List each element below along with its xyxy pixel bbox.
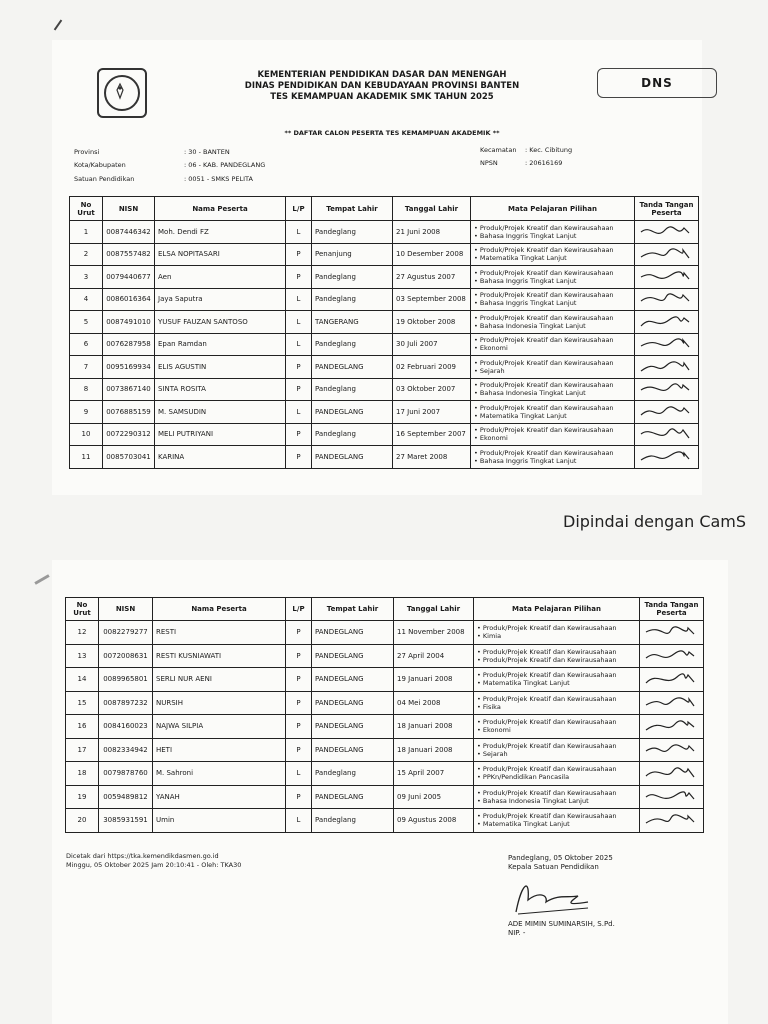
cell-nama: SERLI NUR AENI [153,668,286,692]
table-row [70,311,699,334]
cell-mata-pelajaran [474,715,640,739]
participant-signature [635,333,699,356]
participant-signature [635,423,699,446]
cell-tanggal: 21 Juni 2008 [393,221,471,244]
cell-nama: Jaya Saputra [155,288,286,311]
cell-mata-pelajaran [471,333,635,356]
cell-mata-pelajaran [474,738,640,762]
cell-tanggal: 18 Januari 2008 [394,715,474,739]
cell-nama: Umin [153,809,286,833]
table-row [70,401,699,424]
meta-provinsi [74,148,230,156]
participant-signature [635,356,699,379]
cell-nisn: 0082334942 [99,738,153,762]
cell-tempat: PANDEGLANG [312,738,394,762]
signer-role: Kepala Satuan Pendidikan [508,863,599,871]
cell-mata-pelajaran [474,621,640,645]
cell-tempat: PANDEGLANG [312,785,394,809]
column-header-mapel: Mata Pelajaran Pilihan [474,598,640,621]
header-line: DINAS PENDIDIKAN DAN KEBUDAYAAN PROVINSI BANTEN [244,81,520,91]
cell-mata-pelajaran [471,311,635,334]
scanner-watermark: Dipindai dengan CamS [563,512,747,531]
cell-no: 10 [70,423,103,446]
cell-no: 20 [66,809,99,833]
subject-item: • Sejarah [477,749,508,758]
participant-signature [640,809,704,833]
cell-tanggal: 19 Oktober 2008 [393,311,471,334]
meta-label: Kota/Kabupaten [74,161,126,169]
cell-tanggal: 18 Januari 2008 [394,738,474,762]
table-row [70,446,699,469]
cell-tempat: PANDEGLANG [312,668,394,692]
cell-lp: P [286,621,312,645]
cell-tempat: PANDEGLANG [312,644,394,668]
cell-mata-pelajaran [471,401,635,424]
column-header-tempat: Tempat Lahir [312,197,393,221]
cell-no: 16 [66,715,99,739]
meta-satuan-pendidikan [74,175,253,183]
cell-lp: P [286,668,312,692]
column-header-ttd: Tanda Tangan Peserta [640,598,704,621]
cell-no: 11 [70,446,103,469]
subject-item: • Matematika Tingkat Lanjut [477,679,570,688]
subject-item: • Produk/Projek Kreatif dan Kewirausahaan [474,291,614,300]
cell-no: 17 [66,738,99,762]
cell-lp: P [286,785,312,809]
cell-nama: RESTI KUSNIAWATI [153,644,286,668]
cell-mata-pelajaran [471,446,635,469]
cell-nisn: 0086016364 [103,288,155,311]
subject-item: • Produk/Projek Kreatif dan Kewirausahaan [474,313,614,322]
subject-item: • Bahasa Inggris Tingkat Lanjut [474,231,577,240]
document-header [212,70,552,103]
subject-item: • Bahasa Indonesia Tingkat Lanjut [474,321,586,330]
participant-signature [635,446,699,469]
cell-nama: M. Sahroni [153,762,286,786]
table-row [70,288,699,311]
cell-nisn: 0072290312 [103,423,155,446]
subject-item: • Sejarah [474,366,505,375]
column-header-mapel: Mata Pelajaran Pilihan [471,197,635,221]
cell-nama: MELI PUTRIYANI [155,423,286,446]
cell-nama: M. SAMSUDIN [155,401,286,424]
subject-item: • Bahasa Indonesia Tingkat Lanjut [477,796,589,805]
meta-value: : 20616169 [525,159,563,167]
cell-tempat: Pandeglang [312,288,393,311]
cell-lp: P [286,378,312,401]
cell-nisn: 0085703041 [103,446,155,469]
cell-no: 13 [66,644,99,668]
cell-tanggal: 16 September 2007 [393,423,471,446]
cell-tanggal: 02 Februari 2009 [393,356,471,379]
cell-lp: L [286,762,312,786]
cell-nisn: 0059489812 [99,785,153,809]
cell-nama: YUSUF FAUZAN SANTOSO [155,311,286,334]
cell-tempat: PANDEGLANG [312,621,394,645]
cell-lp: L [286,311,312,334]
cell-lp: P [286,644,312,668]
column-header-tanggal: Tanggal Lahir [394,598,474,621]
cell-no: 7 [70,356,103,379]
cell-lp: P [286,356,312,379]
cell-mata-pelajaran [474,762,640,786]
cell-no: 1 [70,221,103,244]
subject-item: • Produk/Projek Kreatif dan Kewirausahaan [474,223,614,232]
document-page-2 [52,560,728,1024]
cell-tanggal: 15 April 2007 [394,762,474,786]
cell-tanggal: 27 Maret 2008 [393,446,471,469]
cell-tempat: Pandeglang [312,378,393,401]
participant-signature [635,243,699,266]
header-line: TES KEMAMPUAN AKADEMIK SMK TAHUN 2025 [270,92,494,102]
participant-signature [635,288,699,311]
cell-mata-pelajaran [474,809,640,833]
participant-signature [640,785,704,809]
principal-signature-block [508,854,615,938]
meta-label: NPSN [480,159,498,167]
cell-tempat: PANDEGLANG [312,715,394,739]
subject-item: • Produk/Projek Kreatif dan Kewirausahaan [474,268,614,277]
cell-nama: SINTA ROSITA [155,378,286,401]
column-header-lp: L/P [286,197,312,221]
column-header-tanggal: Tanggal Lahir [393,197,471,221]
cell-nama: KARINA [155,446,286,469]
participant-signature [635,266,699,289]
participants-table-page-1 [69,196,699,469]
cell-tanggal: 04 Mei 2008 [394,691,474,715]
cell-nisn: 0079440677 [103,266,155,289]
cell-tanggal: 30 Juli 2007 [393,333,471,356]
cell-tempat: Pandeglang [312,266,393,289]
list-title: ** DAFTAR CALON PESERTA TES KEMAMPUAN AKADEMIK ** [284,129,500,137]
pen-mark [34,574,49,585]
cell-tanggal: 09 Juni 2005 [394,785,474,809]
cell-nisn: 0087557482 [103,243,155,266]
cell-mata-pelajaran [474,691,640,715]
subject-item: • Produk/Projek Kreatif dan Kewirausahaan [477,694,617,703]
participant-signature [635,378,699,401]
meta-value: : 0051 - SMKS PELITA [184,175,253,183]
subject-item: • Produk/Projek Kreatif dan Kewirausahaan [477,741,617,750]
print-info [66,852,241,870]
cell-nisn: 0084160023 [99,715,153,739]
column-header-no: No Urut [66,598,99,621]
cell-no: 6 [70,333,103,356]
place-date: Pandeglang, 05 Oktober 2025 [508,854,613,862]
subject-item: • Produk/Projek Kreatif dan Kewirausahaan [474,403,614,412]
subject-item: • Ekonomi [474,344,508,353]
cell-tempat: PANDEGLANG [312,356,393,379]
cell-nisn: 3085931591 [99,809,153,833]
cell-nisn: 0072008631 [99,644,153,668]
cell-tanggal: 03 September 2008 [393,288,471,311]
table-row [70,423,699,446]
subject-item: • Produk/Projek Kreatif dan Kewirausahaan [477,765,617,774]
cell-nisn: 0073867140 [103,378,155,401]
cell-nisn: 0076287958 [103,333,155,356]
cell-no: 2 [70,243,103,266]
cell-no: 3 [70,266,103,289]
subject-item: • Produk/Projek Kreatif dan Kewirausahaan [477,671,617,680]
cell-lp: P [286,243,312,266]
cell-nisn: 0082279277 [99,621,153,645]
cell-lp: P [286,266,312,289]
participant-signature [640,738,704,762]
header-line: KEMENTERIAN PENDIDIKAN DASAR DAN MENENGAH [257,70,507,80]
cell-nama: YANAH [153,785,286,809]
cell-tanggal: 10 Desember 2008 [393,243,471,266]
subject-item: • Matematika Tingkat Lanjut [477,820,570,829]
meta-kota [74,161,265,169]
participant-signature [640,668,704,692]
cell-lp: L [286,288,312,311]
participants-table-page-2 [65,597,704,833]
ministry-logo [97,68,147,118]
participant-signature [635,311,699,334]
cell-lp: P [286,738,312,762]
table-header-row [70,197,699,221]
subject-item: • Produk/Projek Kreatif dan Kewirausahaan [474,381,614,390]
table-row [66,738,704,762]
cell-tanggal: 27 April 2004 [394,644,474,668]
table-row [70,378,699,401]
signer-nip: NIP. - [508,929,526,937]
cell-mata-pelajaran [471,221,635,244]
cell-no: 18 [66,762,99,786]
subject-item: • Produk/Projek Kreatif dan Kewirausahaan [477,647,617,656]
cell-tempat: Pandeglang [312,333,393,356]
cell-tempat: PANDEGLANG [312,446,393,469]
subject-item: • Produk/Projek Kreatif dan Kewirausahaan [474,336,614,345]
meta-kecamatan [480,146,572,154]
subject-item: • PPKn/Pendidikan Pancasila [477,773,570,782]
subject-item: • Produk/Projek Kreatif dan Kewirausahaan [477,718,617,727]
cell-nama: NURSIH [153,691,286,715]
cell-no: 4 [70,288,103,311]
subject-item: • Produk/Projek Kreatif dan Kewirausahaan [477,655,617,664]
table-row [70,221,699,244]
cell-tanggal: 03 Oktober 2007 [393,378,471,401]
subject-item: • Kimia [477,632,502,641]
column-header-ttd: Tanda Tangan Peserta [635,197,699,221]
cell-lp: L [286,221,312,244]
meta-label: Provinsi [74,148,100,156]
cell-tanggal: 09 Agustus 2008 [394,809,474,833]
column-header-tempat: Tempat Lahir [312,598,394,621]
participant-signature [640,762,704,786]
column-header-lp: L/P [286,598,312,621]
cell-tanggal: 27 Agustus 2007 [393,266,471,289]
table-row [70,266,699,289]
cell-tempat: Pandeglang [312,762,394,786]
participant-signature [640,691,704,715]
cell-tanggal: 17 Juni 2007 [393,401,471,424]
cell-mata-pelajaran [471,423,635,446]
column-header-no: No Urut [70,197,103,221]
cell-tempat: Penanjung [312,243,393,266]
column-header-nama: Nama Peserta [153,598,286,621]
participant-signature [640,644,704,668]
column-header-nama: Nama Peserta [155,197,286,221]
cell-no: 5 [70,311,103,334]
meta-value: : 30 - BANTEN [184,148,230,156]
pen-mark [54,20,63,31]
cell-nama: NAJWA SILPIA [153,715,286,739]
cell-mata-pelajaran [471,266,635,289]
participant-signature [640,715,704,739]
cell-lp: L [286,401,312,424]
subject-item: • Bahasa Inggris Tingkat Lanjut [474,456,577,465]
cell-nama: Moh. Dendi FZ [155,221,286,244]
subject-item: • Produk/Projek Kreatif dan Kewirausahaan [474,246,614,255]
table-row [66,691,704,715]
cell-lp: P [286,423,312,446]
subject-item: • Ekonomi [474,434,508,443]
table-row [70,356,699,379]
subject-item: • Produk/Projek Kreatif dan Kewirausahaan [477,624,617,633]
participant-signature [635,221,699,244]
cell-lp: P [286,715,312,739]
print-timestamp: Minggu, 05 Oktober 2025 Jam 20:10:41 - Oleh: TKA30 [66,861,242,869]
cell-tanggal: 11 November 2008 [394,621,474,645]
cell-nama: HETI [153,738,286,762]
cell-tempat: PANDEGLANG [312,691,394,715]
cell-nisn: 0087446342 [103,221,155,244]
print-source: Dicetak dari https://tka.kemendikdasmen.go.id [66,852,219,860]
cell-tempat: PANDEGLANG [312,401,393,424]
cell-nisn: 0087491010 [103,311,155,334]
cell-nisn: 0079878760 [99,762,153,786]
cell-no: 9 [70,401,103,424]
document-page-1 [52,40,702,495]
subject-item: • Produk/Projek Kreatif dan Kewirausahaan [474,426,614,435]
cell-no: 14 [66,668,99,692]
cell-tempat: TANGERANG [312,311,393,334]
table-row [66,621,704,645]
subject-item: • Matematika Tingkat Lanjut [474,254,567,263]
cell-lp: P [286,691,312,715]
cell-nisn: 0087897232 [99,691,153,715]
subject-item: • Produk/Projek Kreatif dan Kewirausahaan [474,448,614,457]
table-header-row [66,598,704,621]
cell-mata-pelajaran [471,288,635,311]
cell-tempat: Pandeglang [312,423,393,446]
cell-no: 8 [70,378,103,401]
cell-mata-pelajaran [471,356,635,379]
signer-name: ADE MIMIN SUMINARSIH, S.Pd. [508,920,615,928]
cell-lp: L [286,333,312,356]
subject-item: • Produk/Projek Kreatif dan Kewirausahaan [477,812,617,821]
principal-signature [508,872,615,920]
meta-label: Satuan Pendidikan [74,175,135,183]
cell-mata-pelajaran [474,644,640,668]
subject-item: • Matematika Tingkat Lanjut [474,411,567,420]
subject-item: • Ekonomi [477,726,511,735]
cell-nisn: 0095169934 [103,356,155,379]
table-row [66,809,704,833]
cell-mata-pelajaran [471,378,635,401]
meta-value: : Kec. Cibitung [525,146,573,154]
cell-nama: ELIS AGUSTIN [155,356,286,379]
cell-tempat: Pandeglang [312,809,394,833]
cell-tanggal: 19 Januari 2008 [394,668,474,692]
table-row [70,243,699,266]
subject-item: • Bahasa Indonesia Tingkat Lanjut [474,389,586,398]
subject-item: • Fisika [477,702,501,711]
cell-nama: RESTI [153,621,286,645]
subject-item: • Produk/Projek Kreatif dan Kewirausahaan [474,358,614,367]
cell-no: 12 [66,621,99,645]
table-row [66,668,704,692]
meta-label: Kecamatan [480,146,517,154]
cell-tempat: Pandeglang [312,221,393,244]
cell-mata-pelajaran [474,785,640,809]
table-row [66,762,704,786]
cell-nisn: 0089965801 [99,668,153,692]
cell-lp: L [286,809,312,833]
table-row [66,785,704,809]
column-header-nisn: NISN [99,598,153,621]
table-row [66,715,704,739]
meta-value: : 06 - KAB. PANDEGLANG [184,161,266,169]
tut-wuri-emblem-icon [111,82,129,100]
cell-nama: Aen [155,266,286,289]
subject-item: • Bahasa Inggris Tingkat Lanjut [474,299,577,308]
subject-item: • Produk/Projek Kreatif dan Kewirausahaan [477,788,617,797]
cell-mata-pelajaran [471,243,635,266]
table-row [66,644,704,668]
cell-lp: P [286,446,312,469]
meta-npsn [480,159,562,167]
column-header-nisn: NISN [103,197,155,221]
dns-badge: DNS [597,68,717,98]
cell-nama: Epan Ramdan [155,333,286,356]
cell-nisn: 0076885159 [103,401,155,424]
participant-signature [640,621,704,645]
table-row [70,333,699,356]
cell-mata-pelajaran [474,668,640,692]
subject-item: • Bahasa Inggris Tingkat Lanjut [474,276,577,285]
cell-nama: ELSA NOPITASARI [155,243,286,266]
cell-no: 19 [66,785,99,809]
cell-no: 15 [66,691,99,715]
participant-signature [635,401,699,424]
